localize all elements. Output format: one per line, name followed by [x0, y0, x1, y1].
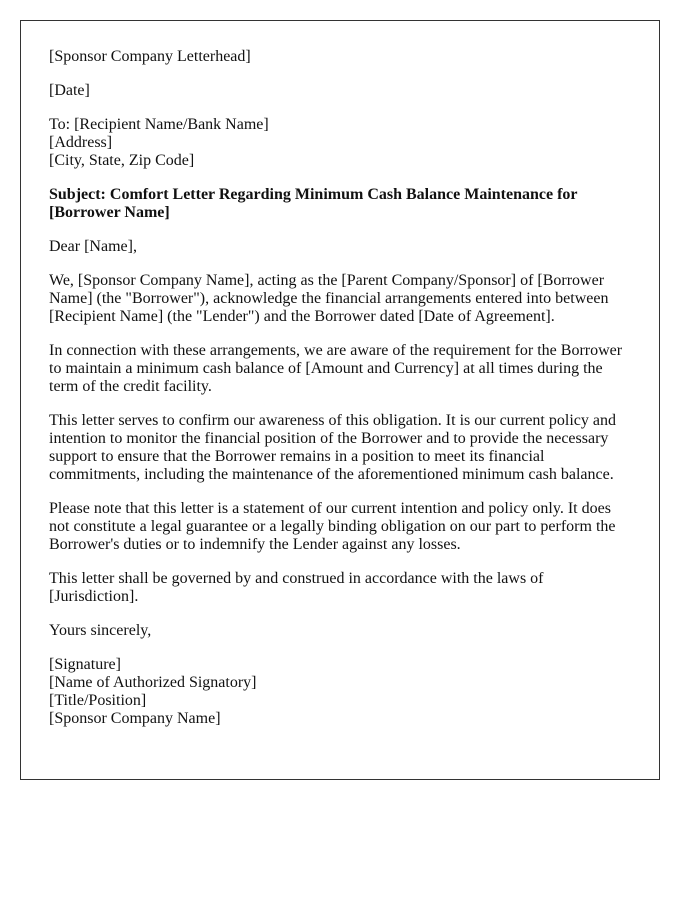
- signatory-name: [Name of Authorized Signatory]: [49, 674, 257, 691]
- subject-line: Subject: Comfort Letter Regarding Minimum Cash Balance Maintenance for [Borrower Name]: [49, 186, 578, 221]
- paragraph-acknowledgement: We, [Sponsor Company Name], acting as the [Parent Company/Sponsor] of [Borrower Name] (the "Borrower"), acknowledge the financial arrangements entered into between [Recipient Name] (the "Lender") and the Borrower dated [Date of Agreement].: [49, 272, 609, 325]
- signature: [Signature]: [49, 656, 121, 673]
- salutation: Dear [Name],: [49, 238, 137, 255]
- recipient-to: To: [Recipient Name/Bank Name]: [49, 116, 269, 133]
- paragraph-governing-law: This letter shall be governed by and construed in accordance with the laws of [Jurisdiction].: [49, 570, 544, 605]
- paragraph-disclaimer: Please note that this letter is a statement of our current intention and policy only. It does not constitute a legal guarantee or a legally binding obligation on our part to perform the Borrower's duties or to indemnify the Lender against any losses.: [49, 500, 616, 553]
- recipient-address: [Address]: [49, 134, 113, 151]
- letterhead: [Sponsor Company Letterhead]: [49, 48, 251, 65]
- recipient-city: [City, State, Zip Code]: [49, 152, 195, 169]
- paragraph-confirmation: This letter serves to confirm our awareness of this obligation. It is our current policy and intention to monitor the financial position of the Borrower and to provide the necessary support to ensure that the Borrower remains in a position to meet its financial commitments, including the maintenance of the aforementioned minimum cash balance.: [49, 412, 616, 483]
- signature-block: [49, 656, 631, 728]
- closing: Yours sincerely,: [49, 622, 152, 639]
- paragraph-requirement: In connection with these arrangements, we are aware of the requirement for the Borrower to maintain a minimum cash balance of [Amount and Currency] at all times during the term of the credit facility.: [49, 342, 623, 395]
- signatory-company: [Sponsor Company Name]: [49, 710, 221, 727]
- signatory-title: [Title/Position]: [49, 692, 147, 709]
- letter-date: [Date]: [49, 82, 90, 99]
- letter-page: [20, 20, 660, 780]
- recipient-block: [49, 116, 631, 170]
